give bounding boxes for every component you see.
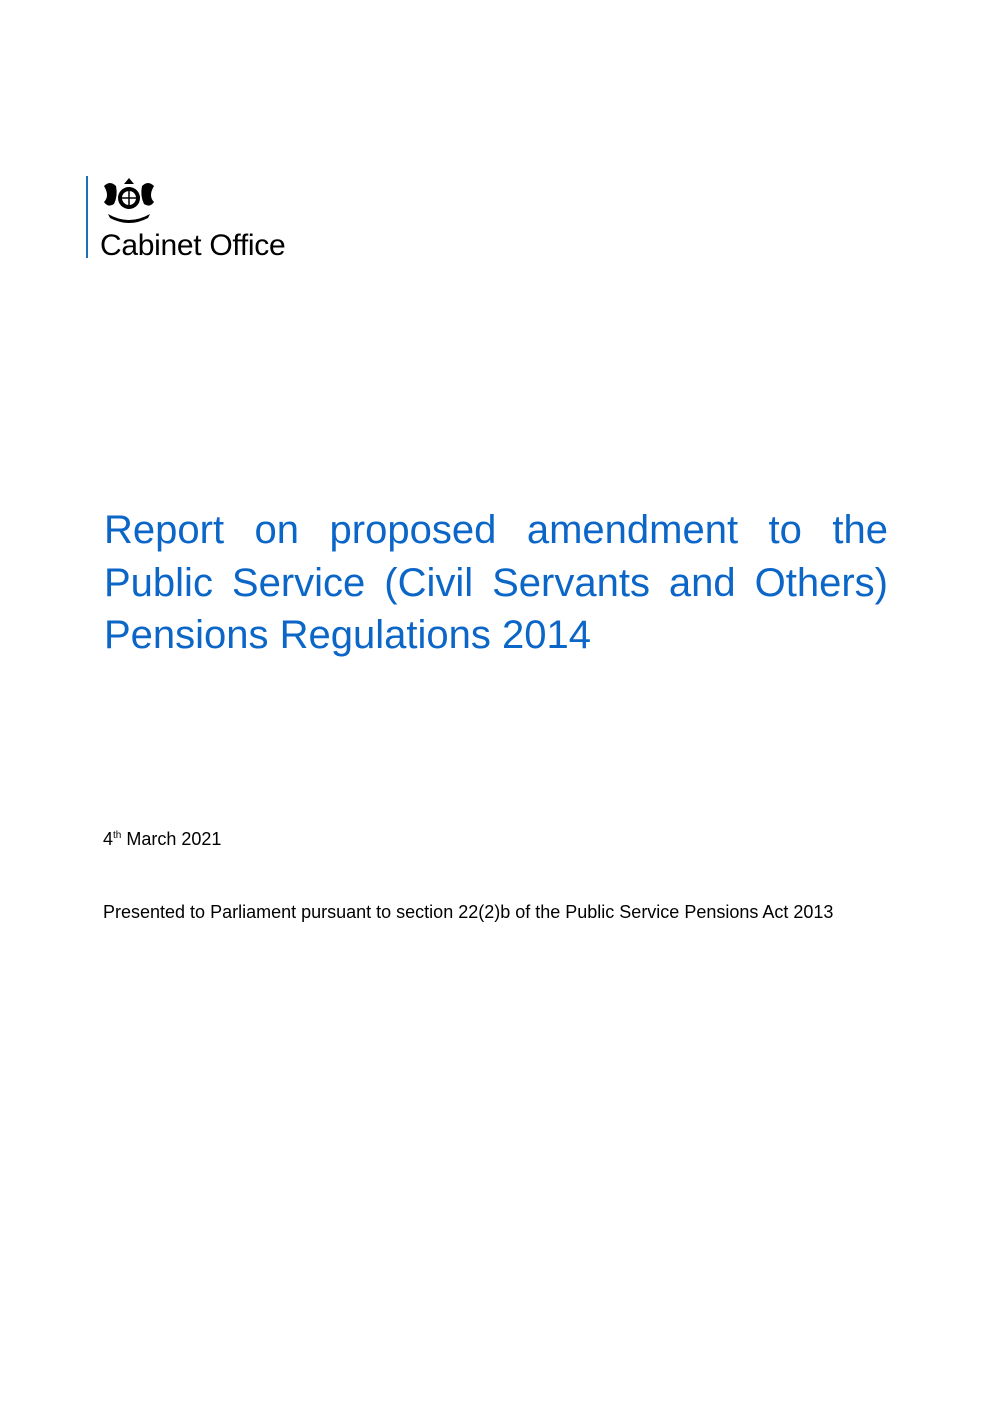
date-suffix: th xyxy=(113,830,122,841)
date-rest: March 2021 xyxy=(121,829,222,849)
organisation-name: Cabinet Office xyxy=(100,229,286,262)
presented-statement: Presented to Parliament pursuant to section 22(2)b of the Public Service Pensions Act 2013 xyxy=(103,902,834,922)
royal-crest-icon xyxy=(100,176,158,224)
date-day: 4 xyxy=(103,829,114,849)
publication-date xyxy=(103,829,221,850)
document-title: Report on proposed amendment to the Public Service (Civil Servants and Others) Pensions Regulations 2014 xyxy=(104,508,888,657)
logo-rule xyxy=(86,176,88,258)
